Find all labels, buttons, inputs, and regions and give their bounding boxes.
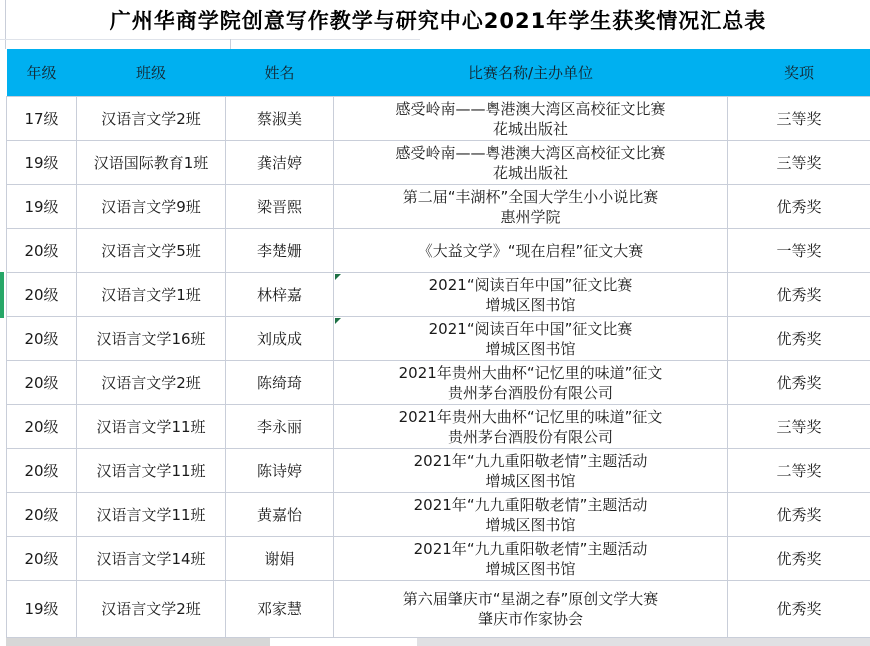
table-row <box>7 273 870 317</box>
class-cell[interactable]: 汉语言文学11班 <box>77 449 226 493</box>
organizer: 增城区图书馆 <box>485 515 576 534</box>
competition-cell[interactable] <box>334 273 728 317</box>
class-cell[interactable]: 汉语言文学14班 <box>77 537 226 581</box>
grade-cell[interactable]: 17级 <box>7 97 77 141</box>
competition-cell[interactable] <box>334 405 728 449</box>
class-cell[interactable]: 汉语言文学9班 <box>77 185 226 229</box>
table-row <box>7 493 870 537</box>
competition-title: 第六届肇庆市“星湖之春”原创文学大赛 <box>402 590 659 608</box>
competition-title: 第二届“丰湖杯”全国大学生小小说比赛 <box>402 187 659 206</box>
organizer: 肇庆市作家协会 <box>477 610 583 628</box>
class-cell[interactable]: 汉语言文学11班 <box>77 405 226 449</box>
competition-cell[interactable] <box>334 581 728 638</box>
competition-cell[interactable] <box>334 185 728 229</box>
award-cell[interactable]: 优秀奖 <box>728 581 870 638</box>
award-cell[interactable]: 优秀奖 <box>728 273 870 317</box>
class-cell[interactable]: 汉语言文学2班 <box>77 581 226 638</box>
competition-cell[interactable] <box>334 361 728 405</box>
name-cell[interactable]: 陈绮琦 <box>226 361 334 405</box>
table-row <box>7 405 870 449</box>
award-cell[interactable]: 优秀奖 <box>728 185 870 229</box>
grade-cell[interactable]: 19级 <box>7 185 77 229</box>
competition-title: 2021年“九九重阳敬老情”主题活动 <box>413 495 648 514</box>
grade-cell[interactable]: 19级 <box>7 581 77 638</box>
name-cell[interactable]: 蔡淑美 <box>226 97 334 141</box>
competition-cell[interactable] <box>334 229 728 273</box>
competition-cell[interactable] <box>334 493 728 537</box>
table-row <box>7 141 870 185</box>
competition-title: 2021年“九九重阳敬老情”主题活动 <box>413 451 648 470</box>
organizer: 花城出版社 <box>492 163 568 182</box>
competition-title: 《大益文学》“现在启程”征文大赛 <box>417 241 644 260</box>
name-cell[interactable]: 龚洁婷 <box>226 141 334 185</box>
error-indicator-icon <box>335 318 341 324</box>
table-row <box>7 581 870 638</box>
table-row <box>7 97 870 141</box>
name-cell[interactable]: 谢娟 <box>226 537 334 581</box>
awards-table <box>6 49 870 638</box>
competition-title: 2021年“九九重阳敬老情”主题活动 <box>413 539 648 558</box>
name-cell[interactable]: 陈诗婷 <box>226 449 334 493</box>
award-cell[interactable]: 三等奖 <box>728 141 870 185</box>
table-row <box>7 229 870 273</box>
header-grade[interactable]: 年级 <box>7 49 77 97</box>
award-cell[interactable]: 二等奖 <box>728 449 870 493</box>
class-cell[interactable]: 汉语言文学1班 <box>77 273 226 317</box>
award-cell[interactable]: 优秀奖 <box>728 493 870 537</box>
competition-title: 2021年贵州大曲杯“记忆里的味道”征文 <box>398 407 663 426</box>
error-indicator-icon <box>335 274 341 280</box>
class-cell[interactable]: 汉语国际教育1班 <box>77 141 226 185</box>
organizer: 增城区图书馆 <box>485 471 576 490</box>
header-award[interactable]: 奖项 <box>728 49 870 97</box>
award-cell[interactable]: 三等奖 <box>728 97 870 141</box>
award-cell[interactable]: 优秀奖 <box>728 537 870 581</box>
grade-cell[interactable]: 20级 <box>7 449 77 493</box>
name-cell[interactable]: 李楚姗 <box>226 229 334 273</box>
partial-next-row-left <box>6 638 270 646</box>
partial-next-row-right <box>417 638 870 646</box>
grade-cell[interactable]: 20级 <box>7 361 77 405</box>
organizer: 贵州茅台酒股份有限公司 <box>447 383 613 402</box>
competition-cell[interactable] <box>334 449 728 493</box>
competition-title: 2021“阅读百年中国”征文比赛 <box>428 275 633 294</box>
grade-cell[interactable]: 20级 <box>7 405 77 449</box>
header-name[interactable]: 姓名 <box>226 49 334 97</box>
competition-title: 2021年贵州大曲杯“记忆里的味道”征文 <box>398 363 663 382</box>
class-cell[interactable]: 汉语言文学11班 <box>77 493 226 537</box>
name-cell[interactable]: 邓家慧 <box>226 581 334 638</box>
name-cell[interactable]: 李永丽 <box>226 405 334 449</box>
award-cell[interactable]: 优秀奖 <box>728 361 870 405</box>
header-row <box>7 49 870 97</box>
competition-cell[interactable] <box>334 317 728 361</box>
table-row <box>7 537 870 581</box>
sheet-title-cell[interactable]: 广州华商学院创意写作教学与研究中心2021年学生获奖情况汇总表 <box>109 8 767 33</box>
class-cell[interactable]: 汉语言文学2班 <box>77 97 226 141</box>
award-cell[interactable]: 一等奖 <box>728 229 870 273</box>
table-row <box>7 185 870 229</box>
award-cell[interactable]: 优秀奖 <box>728 317 870 361</box>
class-cell[interactable]: 汉语言文学5班 <box>77 229 226 273</box>
grade-cell[interactable]: 20级 <box>7 273 77 317</box>
award-cell[interactable]: 三等奖 <box>728 405 870 449</box>
selection-indicator-bar <box>0 272 4 318</box>
organizer: 增城区图书馆 <box>485 295 576 314</box>
organizer: 惠州学院 <box>500 207 561 226</box>
competition-title: 2021“阅读百年中国”征文比赛 <box>428 319 633 338</box>
organizer: 增城区图书馆 <box>485 339 576 358</box>
grade-cell[interactable]: 20级 <box>7 537 77 581</box>
organizer: 贵州茅台酒股份有限公司 <box>447 427 613 446</box>
class-cell[interactable]: 汉语言文学2班 <box>77 361 226 405</box>
competition-cell[interactable] <box>334 97 728 141</box>
header-class[interactable]: 班级 <box>77 49 226 97</box>
grade-cell[interactable]: 20级 <box>7 493 77 537</box>
title-row-gridline <box>0 39 420 40</box>
grade-cell[interactable]: 19级 <box>7 141 77 185</box>
competition-cell[interactable] <box>334 141 728 185</box>
competition-title: 感受岭南——粤港澳大湾区高校征文比赛 <box>395 99 666 118</box>
table-row <box>7 449 870 493</box>
name-cell[interactable]: 林梓嘉 <box>226 273 334 317</box>
table-row <box>7 361 870 405</box>
name-cell[interactable]: 刘成成 <box>226 317 334 361</box>
grade-cell[interactable]: 20级 <box>7 317 77 361</box>
class-cell[interactable]: 汉语言文学16班 <box>77 317 226 361</box>
header-competition[interactable]: 比赛名称/主办单位 <box>334 49 728 97</box>
competition-title: 感受岭南——粤港澳大湾区高校征文比赛 <box>395 143 666 162</box>
table-row <box>7 317 870 361</box>
name-cell[interactable]: 梁晋熙 <box>226 185 334 229</box>
grade-cell[interactable]: 20级 <box>7 229 77 273</box>
gap-row-gridline <box>230 39 231 49</box>
competition-cell[interactable] <box>334 537 728 581</box>
name-cell[interactable]: 黄嘉怡 <box>226 493 334 537</box>
organizer: 花城出版社 <box>492 119 568 138</box>
organizer: 增城区图书馆 <box>485 559 576 578</box>
